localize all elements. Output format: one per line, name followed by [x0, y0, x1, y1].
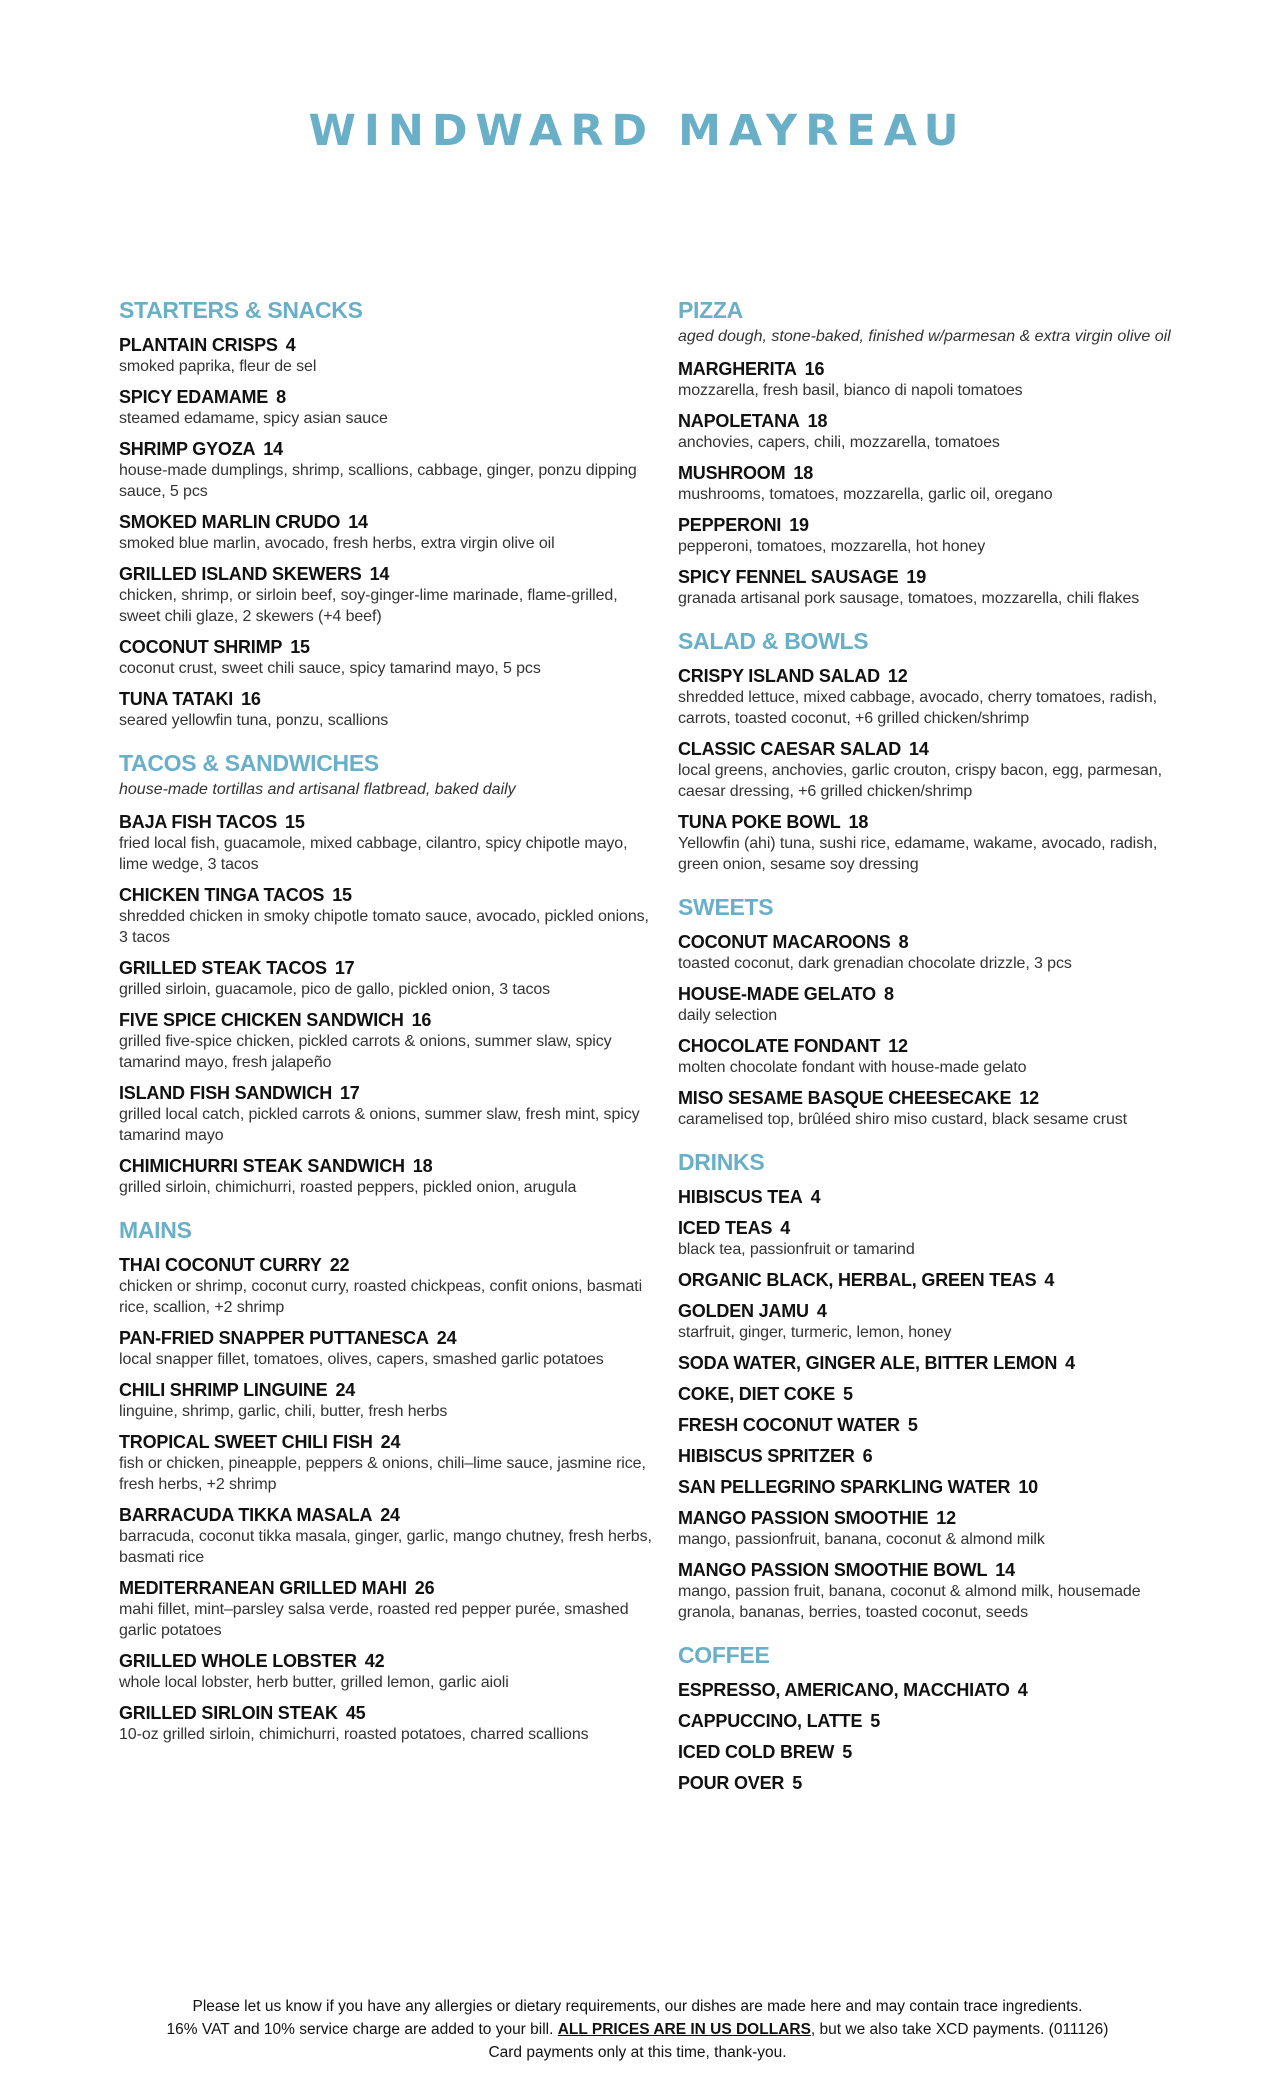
menu-item-price: 10	[1018, 1477, 1038, 1497]
menu-item-description: caramelised top, brûléed shiro miso custard, black sesame crust	[678, 1111, 1128, 1128]
menu-item-heading	[119, 1431, 659, 1453]
menu-item-name: THAI COCONUT CURRY	[119, 1255, 322, 1275]
menu-item-name: TROPICAL SWEET CHILI FISH	[119, 1432, 373, 1452]
menu-item-name: SPICY FENNEL SAUSAGE	[678, 567, 899, 587]
menu-item-description: shredded lettuce, mixed cabbage, avocado, cherry tomatoes, radish, carrots, toasted coconut, +6 grilled chicken/shrimp	[678, 689, 1158, 727]
menu-item-description: local snapper fillet, tomatoes, olives, capers, smashed garlic potatoes	[119, 1351, 604, 1368]
menu-item-heading	[119, 1254, 659, 1276]
menu-item-heading	[678, 358, 1198, 380]
menu-item-heading	[119, 1702, 659, 1724]
menu-item-heading	[119, 957, 659, 979]
menu-item-heading	[119, 636, 659, 658]
footer-currency-notice: ALL PRICES ARE IN US DOLLARS	[557, 2021, 811, 2038]
menu-item-heading	[678, 1186, 1198, 1208]
section-sweets	[678, 893, 1198, 1130]
menu-item	[119, 563, 659, 627]
menu-item-name: PAN-FRIED SNAPPER PUTTANESCA	[119, 1328, 429, 1348]
section-coffee	[678, 1641, 1198, 1794]
menu-item-price: 5	[842, 1742, 853, 1762]
menu-item	[678, 462, 1198, 505]
menu-item-description: house-made dumplings, shrimp, scallions, cabbage, ginger, ponzu dipping sauce, 5 pcs	[119, 462, 637, 500]
menu-item	[678, 983, 1198, 1026]
menu-item-price: 14	[909, 739, 929, 759]
menu-item	[678, 1186, 1198, 1208]
menu-item-description: coconut crust, sweet chili sauce, spicy tamarind mayo, 5 pcs	[119, 660, 541, 677]
menu-item-heading	[678, 1414, 1198, 1436]
menu-item-description: local greens, anchovies, garlic crouton, crispy bacon, egg, parmesan, caesar dressing, +6 grilled chicken/shrimp	[678, 762, 1163, 800]
menu-item-name: PEPPERONI	[678, 515, 782, 535]
menu-item-name: GRILLED STEAK TACOS	[119, 958, 327, 978]
footer-allergy-line: Please let us know if you have any allergies or dietary requirements, our dishes are made here and may contain trace ingredients.	[192, 1998, 1083, 2015]
menu-item-price: 45	[345, 1703, 366, 1723]
menu-item-name: CAPPUCCINO, LATTE	[678, 1711, 863, 1731]
menu-item-description: fried local fish, guacamole, mixed cabbage, cilantro, spicy chipotle mayo, lime wedge, 3 tacos	[119, 835, 628, 873]
menu-item-heading	[678, 1217, 1198, 1239]
menu-item-heading	[678, 931, 1198, 953]
menu-item	[678, 1507, 1198, 1550]
menu-item-description: steamed edamame, spicy asian sauce	[119, 410, 388, 427]
menu-item	[678, 1300, 1198, 1343]
menu-item	[678, 1383, 1198, 1405]
menu-item-price: 5	[843, 1384, 853, 1404]
menu-item-name: COCONUT MACAROONS	[678, 932, 891, 952]
menu-item-name: ESPRESSO, AMERICANO, MACCHIATO	[678, 1680, 1010, 1700]
menu-item-price: 15	[290, 637, 310, 657]
section-mains	[119, 1216, 659, 1745]
menu-item-heading	[678, 1710, 1198, 1732]
menu-item-price: 12	[936, 1508, 956, 1528]
menu-item-heading	[678, 1772, 1198, 1794]
menu-item-price: 16	[241, 689, 261, 709]
menu-item-heading	[678, 1087, 1198, 1109]
menu-item-price: 18	[807, 411, 828, 431]
menu-item	[119, 1431, 659, 1495]
menu-item-price: 19	[906, 567, 927, 587]
menu-item-price: 4	[1017, 1680, 1028, 1700]
section-pizza	[678, 296, 1198, 609]
menu-item-description: fish or chicken, pineapple, peppers & onions, chili–lime sauce, jasmine rice, fresh herbs, +2 shrimp	[119, 1455, 646, 1493]
menu-item-heading	[678, 1035, 1198, 1057]
menu-item-name: MANGO PASSION SMOOTHIE BOWL	[678, 1560, 988, 1580]
menu-item-name: TUNA POKE BOWL	[678, 812, 841, 832]
menu-item-name: COCONUT SHRIMP	[119, 637, 283, 657]
menu-item	[119, 884, 659, 948]
menu-item	[119, 688, 659, 731]
menu-item-price: 42	[364, 1651, 385, 1671]
menu-item-price: 15	[332, 885, 352, 905]
menu-item	[119, 1702, 659, 1745]
menu-item-name: SPICY EDAMAME	[119, 387, 269, 407]
menu-item-price: 17	[334, 958, 355, 978]
menu-item-description: anchovies, capers, chili, mozzarella, tomatoes	[678, 434, 1000, 451]
menu-item	[678, 1772, 1198, 1794]
menu-item	[119, 438, 659, 502]
menu-item-heading	[119, 438, 659, 460]
menu-item-price: 5	[907, 1415, 918, 1435]
section-tacos-and-sandwiches	[119, 749, 659, 1198]
menu-item-name: GRILLED WHOLE LOBSTER	[119, 1651, 357, 1671]
menu-item-description: black tea, passionfruit or tamarind	[678, 1241, 915, 1258]
menu-item-name: GRILLED SIRLOIN STEAK	[119, 1703, 338, 1723]
menu-item	[678, 1414, 1198, 1436]
menu-item-heading	[119, 1155, 659, 1177]
menu-item-name: CRISPY ISLAND SALAD	[678, 666, 880, 686]
menu-item	[678, 738, 1198, 802]
menu-item-heading	[119, 884, 659, 906]
menu-item-heading	[678, 738, 1198, 760]
menu-item	[678, 1352, 1198, 1374]
menu-item-description: barracuda, coconut tikka masala, ginger, garlic, mango chutney, fresh herbs, basmati rice	[119, 1528, 652, 1566]
menu-item-description: mahi fillet, mint–parsley salsa verde, roasted red pepper purée, smashed garlic potatoes	[119, 1601, 629, 1639]
restaurant-title: WINDWARD MAYREAU	[308, 106, 967, 156]
menu-item-price: 24	[436, 1328, 457, 1348]
menu-item-name: CHIMICHURRI STEAK SANDWICH	[119, 1156, 405, 1176]
menu-item-description: grilled sirloin, guacamole, pico de gallo, pickled onion, 3 tacos	[119, 981, 551, 998]
menu-item-price: 8	[898, 932, 909, 952]
menu-item-name: POUR OVER	[678, 1773, 785, 1793]
menu-column-right	[678, 296, 1198, 1812]
menu-item	[119, 1504, 659, 1568]
menu-item-price: 24	[380, 1432, 401, 1452]
menu-item-description: pepperoni, tomatoes, mozzarella, hot honey	[678, 538, 986, 555]
menu-item-name: SHRIMP GYOZA	[119, 439, 256, 459]
menu-item	[119, 1327, 659, 1370]
menu-item-description: shredded chicken in smoky chipotle tomato sauce, avocado, pickled onions, 3 tacos	[119, 908, 649, 946]
menu-item-heading	[119, 563, 659, 585]
menu-item-price: 5	[792, 1773, 803, 1793]
footer-card-line: Card payments only at this time, thank-you.	[488, 2044, 787, 2061]
menu-item-price: 24	[380, 1505, 400, 1525]
section-drinks	[678, 1148, 1198, 1623]
section-salad-and-bowls	[678, 627, 1198, 875]
menu-item-heading	[678, 1383, 1198, 1405]
menu-item-description: smoked paprika, fleur de sel	[119, 358, 317, 375]
menu-item	[678, 566, 1198, 609]
menu-item-description: grilled sirloin, chimichurri, roasted peppers, pickled onion, arugula	[119, 1179, 577, 1196]
menu-item-heading	[119, 1327, 659, 1349]
menu-item-name: HIBISCUS TEA	[678, 1187, 803, 1207]
section-title: STARTERS & SNACKS	[119, 297, 363, 323]
menu-item	[119, 636, 659, 679]
menu-item-description: linguine, shrimp, garlic, chili, butter, fresh herbs	[119, 1403, 448, 1420]
menu-item-heading	[678, 811, 1198, 833]
menu-item-heading	[678, 1476, 1198, 1498]
menu-item-price: 5	[870, 1711, 881, 1731]
menu-item-price: 26	[414, 1578, 435, 1598]
menu-item	[678, 1269, 1198, 1291]
menu-item-heading	[119, 1379, 659, 1401]
menu-item-description: whole local lobster, herb butter, grilled lemon, garlic aioli	[119, 1674, 509, 1691]
menu-item-description: mango, passionfruit, banana, coconut & almond milk	[678, 1531, 1045, 1548]
menu-item	[678, 514, 1198, 557]
menu-item-name: MISO SESAME BASQUE CHEESECAKE	[678, 1088, 1012, 1108]
menu-item-name: MEDITERRANEAN GRILLED MAHI	[119, 1578, 407, 1598]
menu-item-description: grilled local catch, pickled carrots & onions, summer slaw, fresh mint, spicy tamarind mayo	[119, 1106, 640, 1144]
menu-item-price: 4	[285, 335, 296, 355]
menu-item	[119, 511, 659, 554]
section-title: MAINS	[119, 1217, 192, 1243]
menu-item-heading	[119, 334, 659, 356]
menu-item	[119, 1009, 659, 1073]
menu-item	[678, 1445, 1198, 1467]
menu-item-description: chicken, shrimp, or sirloin beef, soy-ginger-lime marinade, flame-grilled, sweet chili glaze, 2 skewers (+4 beef)	[119, 587, 618, 625]
menu-item-name: BARRACUDA TIKKA MASALA	[119, 1505, 373, 1525]
menu-item-price: 4	[816, 1301, 827, 1321]
section-note: house-made tortillas and artisanal flatbread, baked daily	[119, 781, 516, 798]
menu-item-description: mango, passion fruit, banana, coconut & almond milk, housemade granola, bananas, berries, toasted coconut, seeds	[678, 1583, 1141, 1621]
section-title: COFFEE	[678, 1642, 770, 1668]
menu-item-heading	[678, 1559, 1198, 1581]
menu-item-price: 22	[329, 1255, 350, 1275]
menu-item	[678, 931, 1198, 974]
menu-item-name: HIBISCUS SPRITZER	[678, 1446, 855, 1466]
menu-item-heading	[678, 1300, 1198, 1322]
menu-item-price: 12	[1019, 1088, 1039, 1108]
menu-column-left	[119, 296, 659, 1763]
menu-item-name: ICED TEAS	[678, 1218, 773, 1238]
menu-item	[678, 811, 1198, 875]
menu-item	[678, 1217, 1198, 1260]
menu-item	[678, 410, 1198, 453]
menu-item-name: PLANTAIN CRISPS	[119, 335, 278, 355]
menu-item-description: molten chocolate fondant with house-made gelato	[678, 1059, 1027, 1076]
menu-item-price: 18	[412, 1156, 433, 1176]
menu-item-description: toasted coconut, dark grenadian chocolate drizzle, 3 pcs	[678, 955, 1072, 972]
menu-item-description: mushrooms, tomatoes, mozzarella, garlic oil, oregano	[678, 486, 1053, 503]
menu-item-price: 19	[789, 515, 809, 535]
menu-item-heading	[119, 511, 659, 533]
menu-item	[678, 1087, 1198, 1130]
footer-vat-line	[0, 2018, 1275, 2041]
menu-item-price: 16	[411, 1010, 432, 1030]
menu-item-heading	[678, 1445, 1198, 1467]
menu-item-price: 18	[793, 463, 814, 483]
footer-vat-text: 16% VAT and 10% service charge are added to your bill.	[166, 2021, 558, 2038]
menu-item-price: 14	[263, 439, 283, 459]
section-title: SALAD & BOWLS	[678, 628, 869, 654]
menu-item-price: 8	[276, 387, 286, 407]
menu-item	[119, 957, 659, 1000]
menu-item-price: 18	[848, 812, 869, 832]
menu-item-price: 24	[335, 1380, 356, 1400]
menu-item-name: CHOCOLATE FONDANT	[678, 1036, 881, 1056]
menu-item-name: CHILI SHRIMP LINGUINE	[119, 1380, 328, 1400]
menu-item	[119, 1650, 659, 1693]
menu-item-heading	[119, 1504, 659, 1526]
menu-item-description: grilled five-spice chicken, pickled carrots & onions, summer slaw, spicy tamarind mayo, fresh jalapeño	[119, 1033, 612, 1071]
menu-item-name: ISLAND FISH SANDWICH	[119, 1083, 332, 1103]
menu-item-price: 14	[348, 512, 368, 532]
menu-item-name: SAN PELLEGRINO SPARKLING WATER	[678, 1477, 1011, 1497]
menu-item-description: daily selection	[678, 1007, 778, 1024]
section-title: TACOS & SANDWICHES	[119, 750, 379, 776]
menu-item-description: smoked blue marlin, avocado, fresh herbs, extra virgin olive oil	[119, 535, 555, 552]
menu-item	[119, 1155, 659, 1198]
menu-item-heading	[119, 386, 659, 408]
menu-item-description: chicken or shrimp, coconut curry, roasted chickpeas, confit onions, basmati rice, scallion, +2 shrimp	[119, 1278, 643, 1316]
menu-item-name: HOUSE-MADE GELATO	[678, 984, 876, 1004]
section-starters-and-snacks	[119, 296, 659, 731]
menu-item-description: 10-oz grilled sirloin, chimichurri, roasted potatoes, charred scallions	[119, 1726, 589, 1743]
menu-item-heading	[678, 1741, 1198, 1763]
menu-item-name: MUSHROOM	[678, 463, 786, 483]
menu-item-name: ICED COLD BREW	[678, 1742, 835, 1762]
menu-item	[119, 1379, 659, 1422]
menu-item-heading	[678, 1269, 1198, 1291]
menu-item	[119, 1254, 659, 1318]
menu-item-heading	[119, 1009, 659, 1031]
menu-item-price: 12	[888, 1036, 908, 1056]
menu-item	[678, 1679, 1198, 1701]
menu-item-heading	[119, 688, 659, 710]
menu-item-heading	[678, 1507, 1198, 1529]
menu-item	[119, 1577, 659, 1641]
menu-item-name: ORGANIC BLACK, HERBAL, GREEN TEAS	[678, 1270, 1037, 1290]
section-title: SWEETS	[678, 894, 774, 920]
menu-item-heading	[678, 462, 1198, 484]
menu-item-price: 4	[1065, 1353, 1075, 1373]
section-title: PIZZA	[678, 297, 743, 323]
menu-item-name: NAPOLETANA	[678, 411, 800, 431]
menu-item	[678, 1741, 1198, 1763]
menu-item-name: GRILLED ISLAND SKEWERS	[119, 564, 362, 584]
menu-item-name: SMOKED MARLIN CRUDO	[119, 512, 341, 532]
menu-item-name: FIVE SPICE CHICKEN SANDWICH	[119, 1010, 404, 1030]
menu-item	[678, 1559, 1198, 1623]
menu-item	[678, 1710, 1198, 1732]
menu-item-heading	[678, 514, 1198, 536]
menu-item-price: 17	[340, 1083, 360, 1103]
menu-item	[678, 358, 1198, 401]
menu-item-heading	[678, 1679, 1198, 1701]
menu-item-price: 12	[887, 666, 908, 686]
menu-item-price: 4	[810, 1187, 821, 1207]
menu-item-price: 6	[862, 1446, 873, 1466]
menu-item-description: seared yellowfin tuna, ponzu, scallions	[119, 712, 389, 729]
menu-item	[678, 1035, 1198, 1078]
footer-notice	[0, 1995, 1275, 2064]
menu-item-heading	[119, 1577, 659, 1599]
menu-item-name: BAJA FISH TACOS	[119, 812, 278, 832]
menu-item-name: SODA WATER, GINGER ALE, BITTER LEMON	[678, 1353, 1058, 1373]
menu-item	[119, 386, 659, 429]
menu-item-description: granada artisanal pork sausage, tomatoes, mozzarella, chili flakes	[678, 590, 1140, 607]
menu-item-name: MANGO PASSION SMOOTHIE	[678, 1508, 929, 1528]
menu-item-name: MARGHERITA	[678, 359, 797, 379]
menu-item-heading	[678, 983, 1198, 1005]
menu-item-name: GOLDEN JAMU	[678, 1301, 809, 1321]
menu-item-name: CLASSIC CAESAR SALAD	[678, 739, 902, 759]
menu-item-price: 4	[1044, 1270, 1055, 1290]
menu-item	[678, 665, 1198, 729]
menu-item-description: mozzarella, fresh basil, bianco di napoli tomatoes	[678, 382, 1023, 399]
menu-item-heading	[119, 1650, 659, 1672]
menu-item-heading	[678, 566, 1198, 588]
footer-xcd-text: , but we also take XCD payments. (011126)	[810, 2021, 1109, 2038]
menu-item-name: FRESH COCONUT WATER	[678, 1415, 900, 1435]
section-note: aged dough, stone-baked, finished w/parmesan & extra virgin olive oil	[678, 328, 1171, 345]
menu-item	[678, 1476, 1198, 1498]
menu-item-heading	[678, 1352, 1198, 1374]
menu-item-heading	[119, 811, 659, 833]
menu-item-name: COKE, DIET COKE	[678, 1384, 836, 1404]
menu-item-price: 14	[369, 564, 390, 584]
menu-item	[119, 334, 659, 377]
menu-item	[119, 1082, 659, 1146]
menu-item-name: CHICKEN TINGA TACOS	[119, 885, 325, 905]
menu-item-price: 15	[285, 812, 305, 832]
menu-item-description: Yellowfin (ahi) tuna, sushi rice, edamame, wakame, avocado, radish, green onion, sesame soy dressing	[678, 835, 1158, 873]
menu-item-heading	[678, 410, 1198, 432]
menu-item-name: TUNA TATAKI	[119, 689, 234, 709]
menu-item-heading	[678, 665, 1198, 687]
menu-item-price: 16	[804, 359, 825, 379]
menu-item-price: 14	[995, 1560, 1015, 1580]
menu-item-heading	[119, 1082, 659, 1104]
menu-item-price: 4	[780, 1218, 791, 1238]
menu-item	[119, 811, 659, 875]
section-title: DRINKS	[678, 1149, 765, 1175]
menu-item-price: 8	[883, 984, 894, 1004]
menu-item-description: starfruit, ginger, turmeric, lemon, honey	[678, 1324, 952, 1341]
